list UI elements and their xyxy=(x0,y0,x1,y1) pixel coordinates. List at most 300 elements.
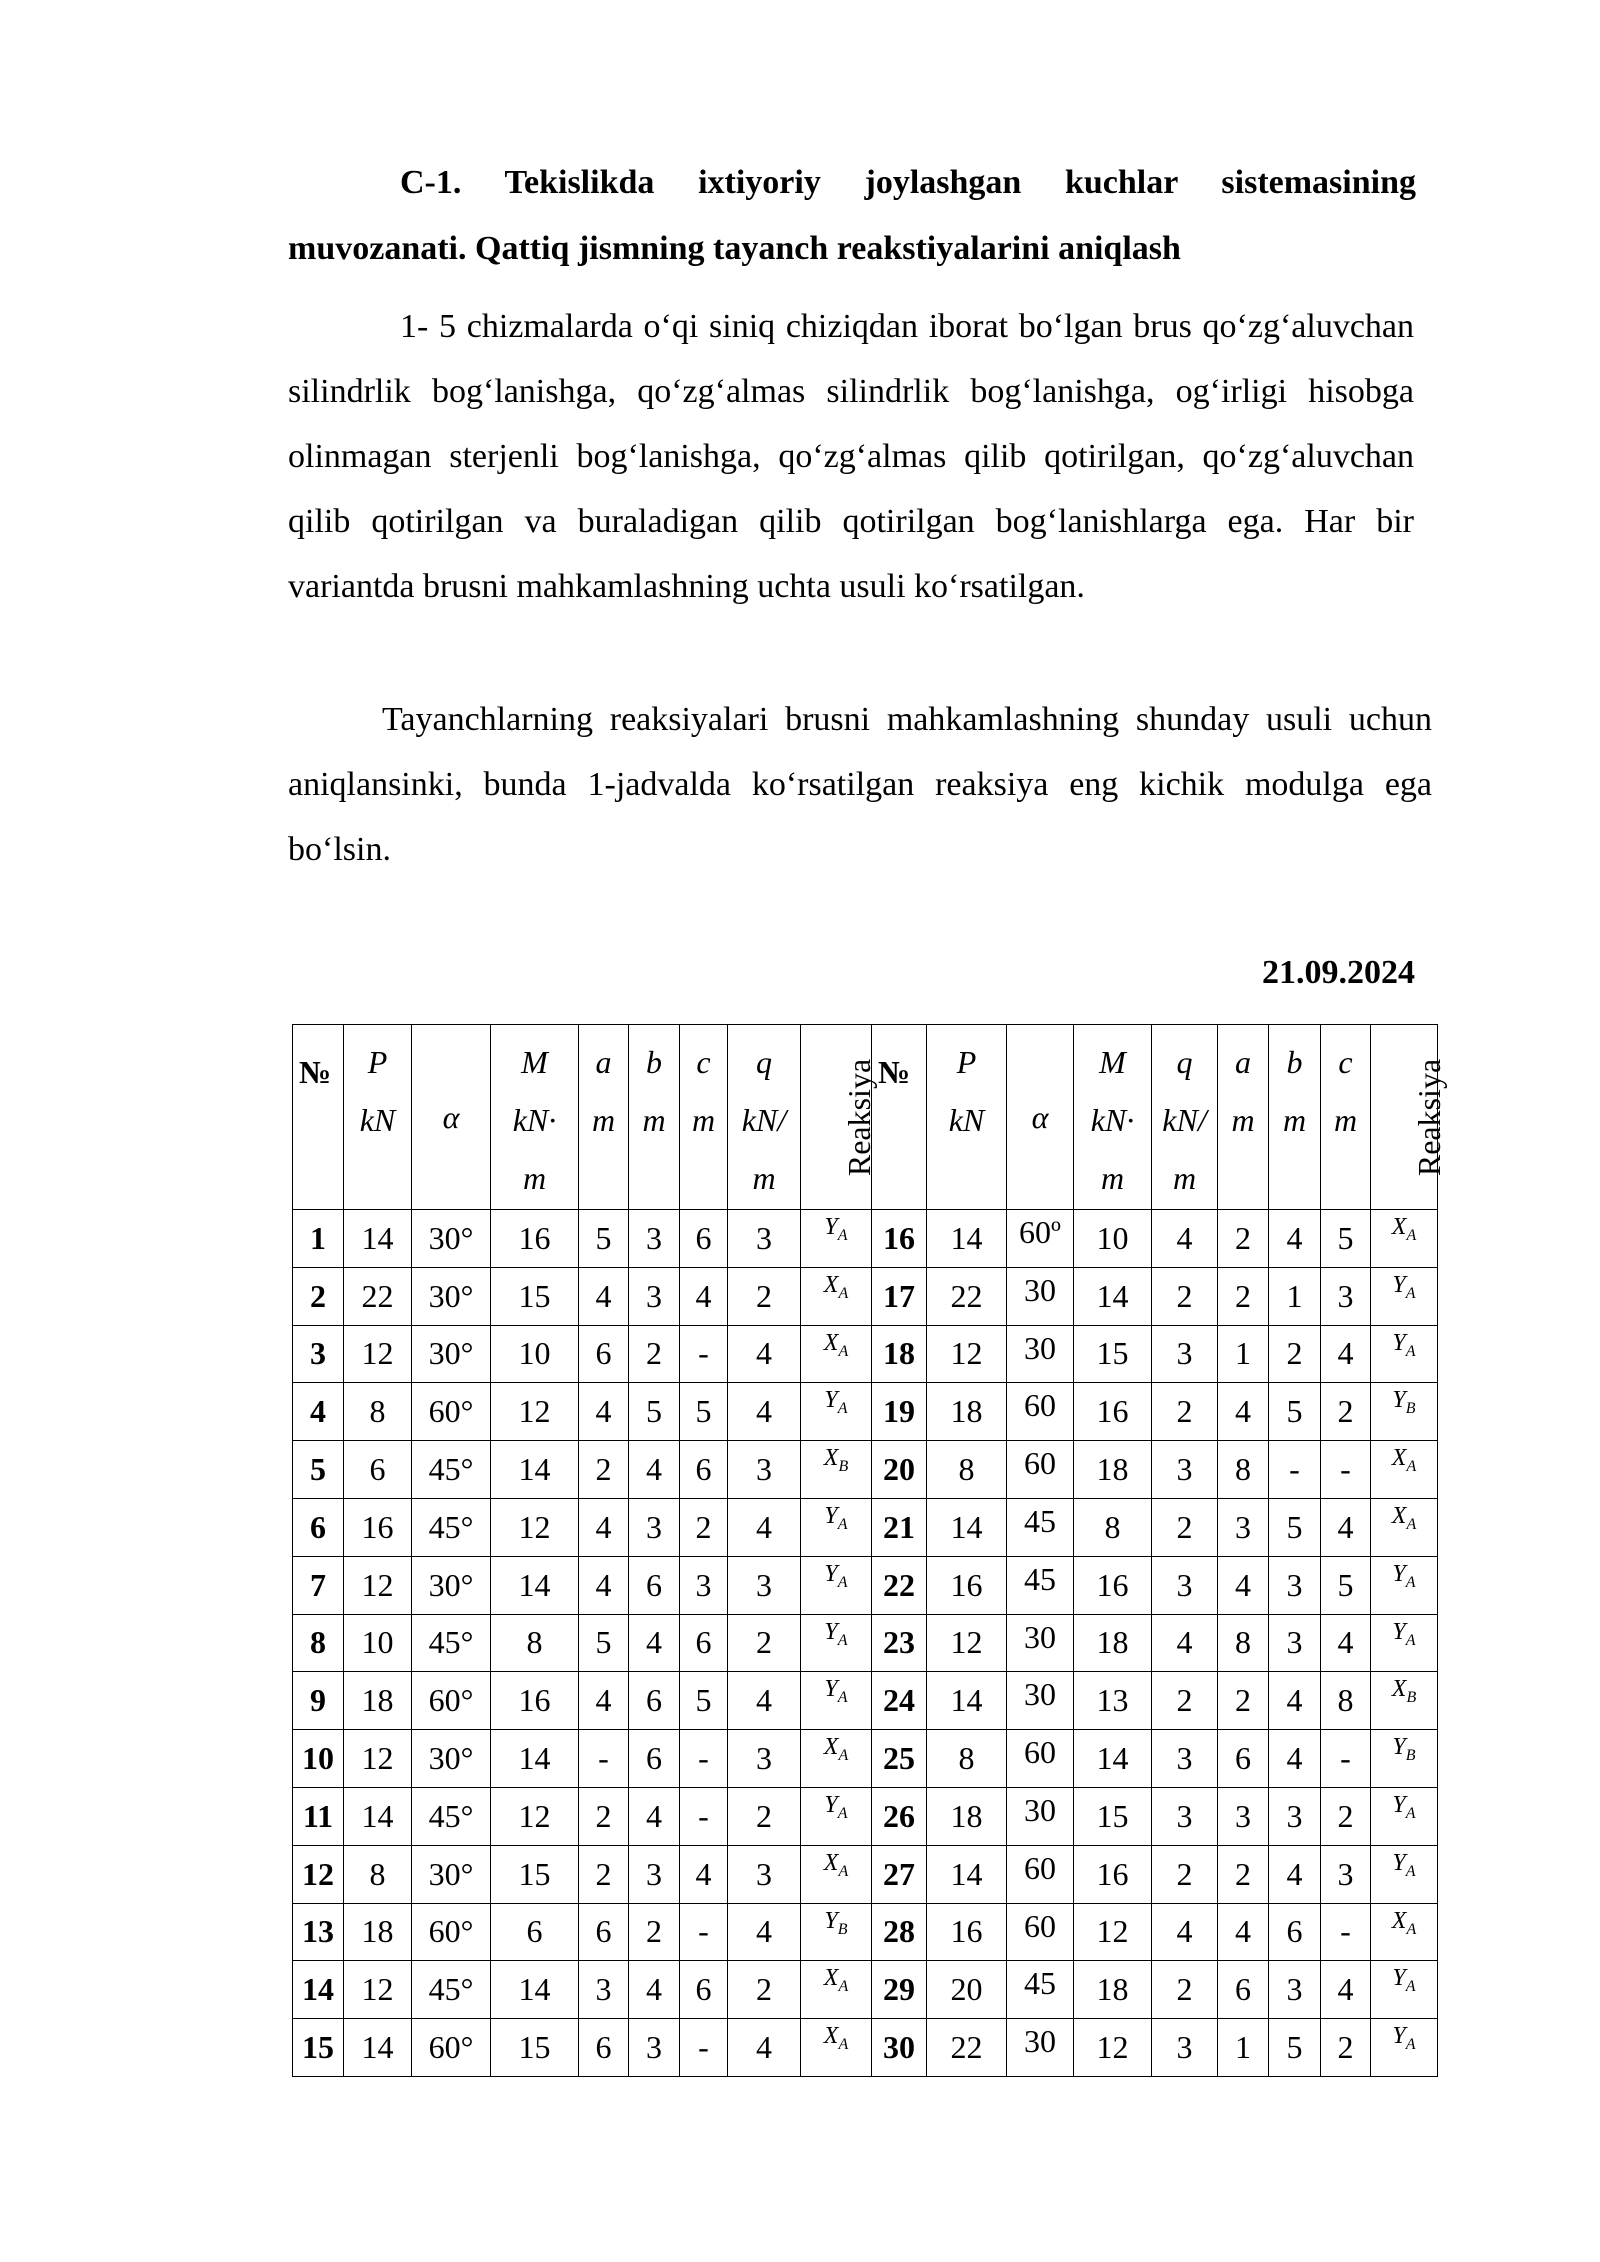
cell-m: 15 xyxy=(491,2019,579,2077)
cell-a: 2 xyxy=(579,1845,629,1903)
cell-q: 3 xyxy=(728,1845,801,1903)
cell-a: 1 xyxy=(1218,2019,1269,2077)
cell-no: 29 xyxy=(872,1961,927,2019)
cell-c: 2 xyxy=(1321,2019,1371,2077)
reaction-subscript: A xyxy=(837,1689,848,1707)
cell-m: 13 xyxy=(1074,1672,1152,1730)
cell-b: 4 xyxy=(1269,1730,1321,1788)
cell-c: 6 xyxy=(680,1441,728,1499)
cell-b: 4 xyxy=(1269,1672,1321,1730)
reaction-subscript: A xyxy=(838,1746,849,1764)
cell-b: 3 xyxy=(629,2019,680,2077)
cell-reaksiya xyxy=(801,1845,872,1903)
cell-no: 23 xyxy=(872,1614,927,1672)
reaction-subscript: A xyxy=(838,1862,849,1880)
cell-reaksiya xyxy=(1371,1961,1438,2019)
cell-b: 5 xyxy=(629,1383,680,1441)
header-c-2: c m xyxy=(1321,1025,1371,1210)
cell-c: 2 xyxy=(1321,1383,1371,1441)
cell-a: 3 xyxy=(579,1961,629,2019)
cell-p: 16 xyxy=(927,1903,1007,1961)
cell-q: 4 xyxy=(1152,1614,1218,1672)
cell-reaksiya xyxy=(801,1383,872,1441)
cell-p: 8 xyxy=(927,1441,1007,1499)
cell-c: 5 xyxy=(1321,1556,1371,1614)
cell-a: 8 xyxy=(1218,1614,1269,1672)
table-row xyxy=(293,1325,1438,1383)
cell-c: 4 xyxy=(1321,1325,1371,1383)
cell-m: 16 xyxy=(1074,1383,1152,1441)
cell-q: 4 xyxy=(728,1383,801,1441)
cell-p: 22 xyxy=(344,1267,412,1325)
cell-b: - xyxy=(1269,1441,1321,1499)
cell-a: 3 xyxy=(1218,1787,1269,1845)
cell-q: 4 xyxy=(728,2019,801,2077)
reaction-subscript: B xyxy=(1405,1400,1416,1418)
cell-reaksiya xyxy=(801,1730,872,1788)
reaction-symbol: Y xyxy=(824,1502,838,1529)
cell-m: 10 xyxy=(1074,1210,1152,1268)
cell-reaksiya xyxy=(801,1903,872,1961)
cell-p: 20 xyxy=(927,1961,1007,2019)
cell-c: - xyxy=(680,1787,728,1845)
cell-q: 2 xyxy=(1152,1383,1218,1441)
cell-b: 3 xyxy=(629,1498,680,1556)
cell-no: 30 xyxy=(872,2019,927,2077)
cell-reaksiya xyxy=(1371,1498,1438,1556)
cell-alpha: 45 xyxy=(1007,1961,1074,2019)
cell-a: 5 xyxy=(579,1614,629,1672)
reaction-subscript: A xyxy=(837,1573,848,1591)
cell-alpha: 30 xyxy=(1007,1672,1074,1730)
reaction-symbol: X xyxy=(823,2023,839,2050)
cell-b: 5 xyxy=(1269,1383,1321,1441)
cell-reaksiya xyxy=(1371,1672,1438,1730)
paragraph-task: Tayanchlarning reaksiyalari brusni mahkamlashning shunday usuli uchun aniqlansinki, bunda 1-jadvalda ko‘rsatilgan reaksiya eng kichik modulga ega bo‘lsin. xyxy=(288,701,1432,868)
cell-b: 2 xyxy=(629,1325,680,1383)
cell-a: 4 xyxy=(579,1383,629,1441)
table-row xyxy=(293,1383,1438,1441)
cell-c: 3 xyxy=(1321,1267,1371,1325)
reaction-symbol: Y xyxy=(1392,1329,1406,1356)
variants-table xyxy=(292,1024,1448,2077)
cell-m: 16 xyxy=(491,1210,579,1268)
cell-q: 4 xyxy=(728,1325,801,1383)
cell-q: 3 xyxy=(1152,1325,1218,1383)
cell-reaksiya xyxy=(1371,1267,1438,1325)
reaction-subscript: B xyxy=(1406,1689,1417,1707)
cell-m: 12 xyxy=(491,1383,579,1441)
cell-reaksiya xyxy=(801,2019,872,2077)
table-row xyxy=(293,1614,1438,1672)
cell-q: 4 xyxy=(728,1672,801,1730)
cell-alpha: 45° xyxy=(412,1498,491,1556)
cell-no: 10 xyxy=(293,1730,344,1788)
reaction-subscript: A xyxy=(1405,1573,1416,1591)
cell-reaksiya xyxy=(801,1210,872,1268)
cell-no: 1 xyxy=(293,1210,344,1268)
reaction-symbol: X xyxy=(1391,1214,1407,1240)
cell-b: 4 xyxy=(629,1441,680,1499)
cell-alpha: 60º xyxy=(1007,1210,1074,1268)
cell-a: 4 xyxy=(1218,1556,1269,1614)
cell-q: 2 xyxy=(1152,1498,1218,1556)
cell-b: 4 xyxy=(629,1614,680,1672)
header-m-2: M kN· m xyxy=(1074,1025,1152,1210)
cell-p: 12 xyxy=(927,1614,1007,1672)
cell-q: 4 xyxy=(1152,1903,1218,1961)
table-row xyxy=(293,1730,1438,1788)
cell-no: 15 xyxy=(293,2019,344,2077)
cell-alpha: 30° xyxy=(412,1210,491,1268)
cell-m: 15 xyxy=(491,1845,579,1903)
table-row xyxy=(293,2019,1438,2077)
header-c: c m xyxy=(680,1025,728,1210)
cell-b: 6 xyxy=(1269,1903,1321,1961)
reaction-symbol: Y xyxy=(1392,1271,1406,1298)
cell-a: 6 xyxy=(1218,1730,1269,1788)
cell-c: 4 xyxy=(680,1845,728,1903)
cell-m: 18 xyxy=(1074,1961,1152,2019)
cell-a: 2 xyxy=(1218,1845,1269,1903)
cell-a: 4 xyxy=(1218,1903,1269,1961)
cell-p: 14 xyxy=(927,1672,1007,1730)
header-q: q kN/ m xyxy=(728,1025,801,1210)
cell-m: 15 xyxy=(1074,1325,1152,1383)
reaction-subscript: A xyxy=(838,1284,849,1302)
cell-no: 24 xyxy=(872,1672,927,1730)
cell-no: 25 xyxy=(872,1730,927,1788)
header-alpha: α xyxy=(412,1025,491,1210)
cell-no: 3 xyxy=(293,1325,344,1383)
cell-q: 4 xyxy=(728,1903,801,1961)
cell-alpha: 30 xyxy=(1007,2019,1074,2077)
reaction-subscript: A xyxy=(837,1400,848,1418)
cell-b: 5 xyxy=(1269,1498,1321,1556)
table-body xyxy=(293,1210,1438,2077)
reaction-symbol: X xyxy=(1391,1907,1407,1934)
cell-a: 2 xyxy=(579,1441,629,1499)
cell-c: 3 xyxy=(680,1556,728,1614)
cell-alpha: 45° xyxy=(412,1441,491,1499)
cell-c: 5 xyxy=(680,1383,728,1441)
reaction-subscript: A xyxy=(1406,1920,1417,1938)
reaction-subscript: B xyxy=(1405,1746,1416,1764)
reaction-subscript: A xyxy=(837,1226,848,1244)
cell-no: 11 xyxy=(293,1787,344,1845)
table-row xyxy=(293,1498,1438,1556)
table-row xyxy=(293,1903,1438,1961)
cell-m: 15 xyxy=(491,1267,579,1325)
cell-c: 4 xyxy=(1321,1614,1371,1672)
cell-a: 2 xyxy=(1218,1210,1269,1268)
cell-b: 3 xyxy=(629,1210,680,1268)
cell-no: 7 xyxy=(293,1556,344,1614)
cell-no: 6 xyxy=(293,1498,344,1556)
cell-q: 2 xyxy=(1152,1267,1218,1325)
header-no: № xyxy=(293,1025,344,1210)
reaction-symbol: Y xyxy=(824,1214,838,1240)
reaction-subscript: A xyxy=(1405,1978,1416,1996)
cell-no: 4 xyxy=(293,1383,344,1441)
cell-p: 18 xyxy=(344,1903,412,1961)
cell-c: - xyxy=(1321,1730,1371,1788)
cell-reaksiya xyxy=(801,1787,872,1845)
cell-alpha: 60 xyxy=(1007,1383,1074,1441)
cell-c: - xyxy=(680,1325,728,1383)
cell-no: 16 xyxy=(872,1210,927,1268)
cell-p: 8 xyxy=(927,1730,1007,1788)
cell-b: 1 xyxy=(1269,1267,1321,1325)
cell-p: 16 xyxy=(344,1498,412,1556)
cell-b: 3 xyxy=(629,1267,680,1325)
cell-reaksiya xyxy=(801,1267,872,1325)
cell-q: 2 xyxy=(728,1787,801,1845)
cell-m: 8 xyxy=(1074,1498,1152,1556)
cell-m: 14 xyxy=(491,1730,579,1788)
cell-no: 9 xyxy=(293,1672,344,1730)
cell-a: 6 xyxy=(579,1325,629,1383)
cell-p: 22 xyxy=(927,1267,1007,1325)
cell-b: 3 xyxy=(629,1845,680,1903)
table-row xyxy=(293,1441,1438,1499)
reaction-subscript: B xyxy=(838,1457,849,1475)
cell-no: 19 xyxy=(872,1383,927,1441)
cell-c: 5 xyxy=(1321,1210,1371,1268)
cell-m: 12 xyxy=(1074,2019,1152,2077)
cell-alpha: 45 xyxy=(1007,1498,1074,1556)
cell-b: 5 xyxy=(1269,2019,1321,2077)
cell-c: 8 xyxy=(1321,1672,1371,1730)
cell-b: 6 xyxy=(629,1730,680,1788)
reaction-symbol: Y xyxy=(1392,1618,1406,1645)
reaction-subscript: A xyxy=(1406,1457,1417,1475)
reaction-symbol: X xyxy=(823,1271,839,1298)
table-row xyxy=(293,1267,1438,1325)
reaction-symbol: Y xyxy=(824,1560,838,1587)
reaction-subscript: A xyxy=(1406,1515,1417,1533)
cell-alpha: 30° xyxy=(412,1267,491,1325)
cell-reaksiya xyxy=(1371,1730,1438,1788)
cell-b: 3 xyxy=(1269,1961,1321,2019)
cell-p: 12 xyxy=(344,1325,412,1383)
reaction-symbol: Y xyxy=(1392,1387,1406,1414)
cell-m: 10 xyxy=(491,1325,579,1383)
reaction-symbol: X xyxy=(823,1445,839,1472)
reaction-symbol: Y xyxy=(1392,1965,1406,1992)
cell-reaksiya xyxy=(801,1325,872,1383)
cell-b: 3 xyxy=(1269,1787,1321,1845)
reaction-subscript: A xyxy=(1405,1631,1416,1649)
cell-b: 6 xyxy=(629,1672,680,1730)
cell-no: 27 xyxy=(872,1845,927,1903)
reaction-subscript: A xyxy=(837,1804,848,1822)
cell-c: 3 xyxy=(1321,1845,1371,1903)
reaction-subscript: A xyxy=(838,2035,849,2053)
cell-p: 12 xyxy=(344,1730,412,1788)
cell-a: 2 xyxy=(1218,1267,1269,1325)
cell-p: 18 xyxy=(927,1787,1007,1845)
reaction-symbol: X xyxy=(823,1329,839,1356)
cell-alpha: 60° xyxy=(412,1383,491,1441)
cell-c: 4 xyxy=(1321,1498,1371,1556)
cell-alpha: 60 xyxy=(1007,1441,1074,1499)
cell-alpha: 30 xyxy=(1007,1267,1074,1325)
cell-reaksiya xyxy=(801,1672,872,1730)
cell-q: 3 xyxy=(728,1441,801,1499)
cell-alpha: 30° xyxy=(412,1730,491,1788)
cell-reaksiya xyxy=(1371,1845,1438,1903)
cell-a: 4 xyxy=(1218,1383,1269,1441)
cell-m: 14 xyxy=(1074,1730,1152,1788)
cell-m: 18 xyxy=(1074,1614,1152,1672)
cell-c: 4 xyxy=(1321,1961,1371,2019)
cell-p: 18 xyxy=(344,1672,412,1730)
cell-alpha: 60° xyxy=(412,1672,491,1730)
cell-no: 22 xyxy=(872,1556,927,1614)
cell-alpha: 30 xyxy=(1007,1325,1074,1383)
cell-p: 16 xyxy=(927,1556,1007,1614)
cell-reaksiya xyxy=(1371,1614,1438,1672)
reaction-symbol: X xyxy=(823,1734,839,1761)
cell-p: 8 xyxy=(344,1845,412,1903)
cell-c: - xyxy=(1321,1903,1371,1961)
table-row xyxy=(293,1787,1438,1845)
cell-m: 18 xyxy=(1074,1441,1152,1499)
cell-c: - xyxy=(680,1730,728,1788)
cell-m: 15 xyxy=(1074,1787,1152,1845)
cell-p: 14 xyxy=(344,1787,412,1845)
reaction-symbol: Y xyxy=(1392,1849,1406,1876)
cell-m: 12 xyxy=(491,1498,579,1556)
header-a: a m xyxy=(579,1025,629,1210)
cell-q: 2 xyxy=(1152,1845,1218,1903)
cell-reaksiya xyxy=(1371,1325,1438,1383)
cell-a: 3 xyxy=(1218,1498,1269,1556)
cell-b: 3 xyxy=(1269,1556,1321,1614)
reaction-symbol: Y xyxy=(1392,2023,1406,2050)
reaction-subscript: B xyxy=(837,1920,848,1938)
reaction-subscript: A xyxy=(1405,1804,1416,1822)
cell-m: 8 xyxy=(491,1614,579,1672)
cell-b: 4 xyxy=(1269,1210,1321,1268)
cell-no: 21 xyxy=(872,1498,927,1556)
cell-c: - xyxy=(680,2019,728,2077)
cell-c: 2 xyxy=(1321,1787,1371,1845)
cell-q: 2 xyxy=(728,1614,801,1672)
reaction-subscript: A xyxy=(1406,1226,1417,1244)
cell-p: 10 xyxy=(344,1614,412,1672)
cell-reaksiya xyxy=(1371,1210,1438,1268)
reaction-symbol: X xyxy=(1391,1502,1407,1529)
cell-q: 2 xyxy=(728,1267,801,1325)
cell-p: 22 xyxy=(927,2019,1007,2077)
cell-no: 13 xyxy=(293,1903,344,1961)
cell-alpha: 45° xyxy=(412,1961,491,2019)
cell-c: 6 xyxy=(680,1614,728,1672)
cell-c: 6 xyxy=(680,1961,728,2019)
reaction-symbol: X xyxy=(1391,1676,1407,1703)
cell-alpha: 60° xyxy=(412,2019,491,2077)
cell-reaksiya xyxy=(1371,1787,1438,1845)
cell-c: 6 xyxy=(680,1210,728,1268)
cell-q: 3 xyxy=(728,1556,801,1614)
cell-b: 2 xyxy=(629,1903,680,1961)
cell-a: 4 xyxy=(579,1556,629,1614)
reaction-symbol: Y xyxy=(824,1676,838,1703)
cell-c: 2 xyxy=(680,1498,728,1556)
table-row xyxy=(293,1845,1438,1903)
cell-p: 6 xyxy=(344,1441,412,1499)
cell-a: 8 xyxy=(1218,1441,1269,1499)
cell-m: 16 xyxy=(1074,1845,1152,1903)
reaction-symbol: Y xyxy=(1392,1734,1406,1761)
header-no-2: № xyxy=(872,1025,927,1210)
cell-alpha: 30° xyxy=(412,1845,491,1903)
table-row xyxy=(293,1210,1438,1268)
header-alpha-2: α xyxy=(1007,1025,1074,1210)
cell-b: 4 xyxy=(1269,1845,1321,1903)
cell-no: 8 xyxy=(293,1614,344,1672)
cell-reaksiya xyxy=(801,1556,872,1614)
reaction-subscript: A xyxy=(1405,1342,1416,1360)
cell-alpha: 60 xyxy=(1007,1903,1074,1961)
cell-no: 14 xyxy=(293,1961,344,2019)
cell-reaksiya xyxy=(801,1614,872,1672)
cell-p: 14 xyxy=(344,2019,412,2077)
cell-q: 4 xyxy=(1152,1210,1218,1268)
cell-no: 20 xyxy=(872,1441,927,1499)
reaction-subscript: A xyxy=(1405,1284,1416,1302)
cell-a: 6 xyxy=(579,1903,629,1961)
cell-a: 2 xyxy=(579,1787,629,1845)
header-b-2: b m xyxy=(1269,1025,1321,1210)
cell-p: 14 xyxy=(927,1210,1007,1268)
cell-q: 3 xyxy=(728,1730,801,1788)
cell-p: 14 xyxy=(927,1845,1007,1903)
header-reaksiya-2: Reaksiya xyxy=(1371,1025,1438,1210)
reaction-subscript: A xyxy=(1405,1862,1416,1880)
table-row xyxy=(293,1672,1438,1730)
header-p-2: P kN xyxy=(927,1025,1007,1210)
reaction-symbol: X xyxy=(823,1965,839,1992)
document-date: 21.09.2024 xyxy=(1262,954,1415,991)
cell-m: 12 xyxy=(491,1787,579,1845)
cell-m: 14 xyxy=(491,1961,579,2019)
cell-a: 4 xyxy=(579,1498,629,1556)
cell-q: 3 xyxy=(1152,1787,1218,1845)
reaction-symbol: Y xyxy=(824,1907,838,1934)
cell-p: 14 xyxy=(344,1210,412,1268)
header-q-2: q kN/ m xyxy=(1152,1025,1218,1210)
cell-alpha: 45 xyxy=(1007,1556,1074,1614)
cell-no: 26 xyxy=(872,1787,927,1845)
cell-p: 12 xyxy=(927,1325,1007,1383)
cell-m: 14 xyxy=(1074,1267,1152,1325)
reaction-subscript: A xyxy=(1405,2035,1416,2053)
cell-p: 12 xyxy=(344,1556,412,1614)
cell-q: 3 xyxy=(1152,1730,1218,1788)
cell-a: 5 xyxy=(579,1210,629,1268)
table-row xyxy=(293,1961,1438,2019)
cell-alpha: 60° xyxy=(412,1903,491,1961)
cell-a: 4 xyxy=(579,1672,629,1730)
cell-reaksiya xyxy=(801,1441,872,1499)
cell-c: 5 xyxy=(680,1672,728,1730)
cell-c: - xyxy=(1321,1441,1371,1499)
cell-c: - xyxy=(680,1903,728,1961)
cell-reaksiya xyxy=(1371,1556,1438,1614)
